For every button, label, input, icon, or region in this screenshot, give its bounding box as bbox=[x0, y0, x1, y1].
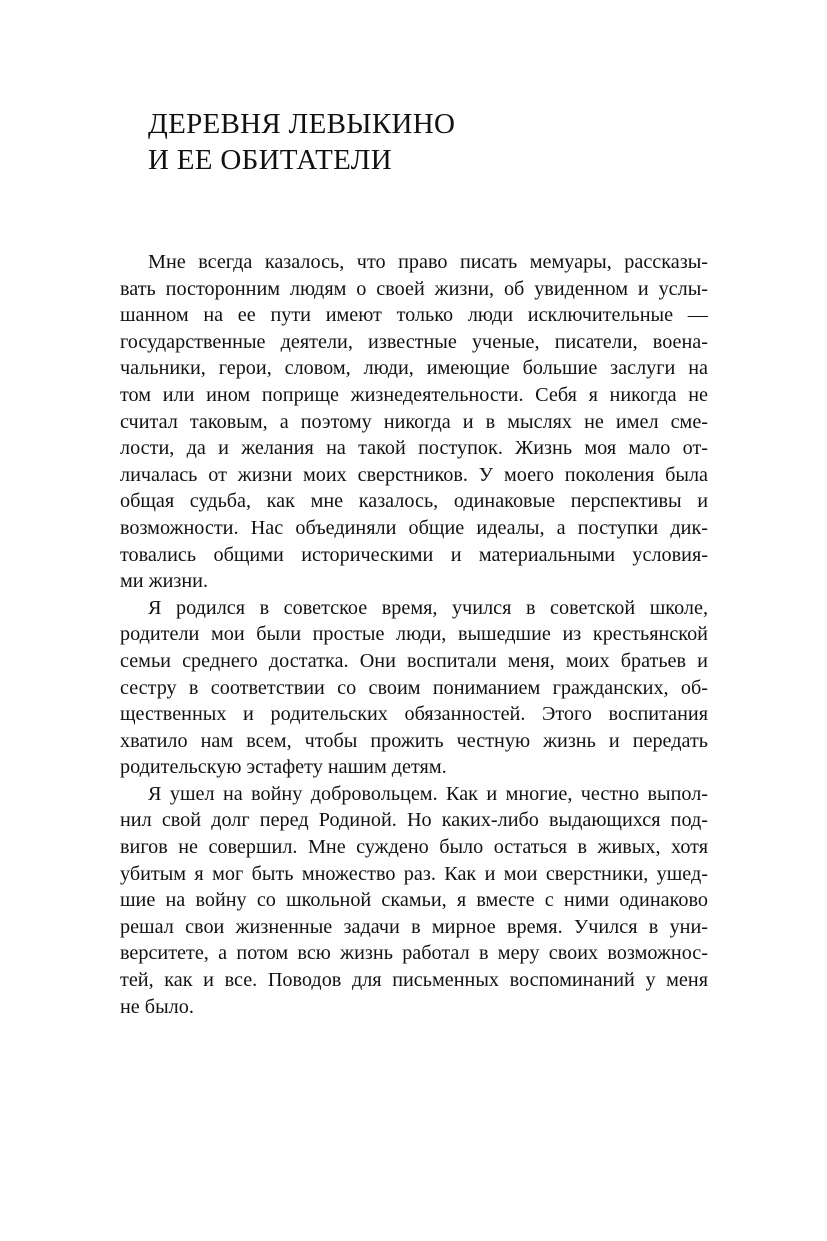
text-line: шие на войну со школьной скамьи, я вместе с ними одинаково bbox=[120, 889, 708, 912]
text-line: государственные деятели, известные ученые, писатели, воена- bbox=[120, 330, 708, 353]
paragraph-2 bbox=[120, 595, 708, 781]
text-line: считал таковым, а поэтому никогда и в мыслях не имел сме- bbox=[120, 410, 708, 433]
body-text bbox=[120, 249, 708, 1020]
paragraph-3 bbox=[120, 781, 708, 1020]
text-line: общая судьба, как мне казалось, одинаковые перспективы и bbox=[120, 490, 708, 513]
text-line: чальники, герои, словом, люди, имеющие большие заслуги на bbox=[120, 357, 708, 380]
text-line: Я ушел на войну добровольцем. Как и многие, честно выпол- bbox=[148, 782, 708, 805]
text-line: решал свои жизненные задачи в мирное время. Учился в уни- bbox=[120, 915, 708, 938]
text-line: верситете, а потом всю жизнь работал в меру своих возможнос- bbox=[120, 942, 708, 965]
text-line: родители мои были простые люди, вышедшие из крестьянской bbox=[120, 623, 708, 646]
text-line: товались общими историческими и материальными условия- bbox=[120, 543, 708, 566]
chapter-title bbox=[148, 106, 708, 178]
text-line: убитым я мог быть множество раз. Как и мои сверстники, ушед- bbox=[120, 862, 708, 885]
text-line: семьи среднего достатка. Они воспитали меня, моих братьев и bbox=[120, 649, 708, 672]
chapter-title-line: И ЕЕ ОБИТАТЕЛИ bbox=[148, 144, 392, 176]
text-line: лости, да и желания на такой поступок. Жизнь моя мало от- bbox=[120, 437, 708, 460]
chapter-title-line: ДЕРЕВНЯ ЛЕВЫКИНО bbox=[148, 108, 456, 140]
text-line: сестру в соответствии со своим пониманием гражданских, об- bbox=[120, 676, 708, 699]
text-line: вать посторонним людям о своей жизни, об увиденном и услы- bbox=[120, 277, 708, 300]
text-line: хватило нам всем, чтобы прожить честную жизнь и передать bbox=[120, 729, 708, 752]
text-line: возможности. Нас объединяли общие идеалы, а поступки дик- bbox=[120, 516, 708, 539]
text-line: шанном на ее пути имеют только люди исключительные — bbox=[120, 304, 708, 327]
text-line: родительскую эстафету нашим детям. bbox=[120, 756, 447, 779]
text-line: вигов не совершил. Мне суждено было остаться в живых, хотя bbox=[120, 836, 708, 859]
text-line: не было. bbox=[120, 995, 194, 1018]
text-line: нил свой долг перед Родиной. Но каких-либо выдающихся под- bbox=[120, 809, 708, 832]
text-line: Мне всегда казалось, что право писать мемуары, рассказы- bbox=[148, 251, 708, 273]
paragraph-1 bbox=[120, 249, 708, 595]
text-line: щественных и родительских обязанностей. Этого воспитания bbox=[120, 703, 708, 726]
text-line: ми жизни. bbox=[120, 570, 209, 593]
text-line: том или ином поприще жизнедеятельности. Себя я никогда не bbox=[120, 383, 708, 406]
text-line: личалась от жизни моих сверстников. У моего поколения была bbox=[120, 463, 708, 486]
text-line: тей, как и все. Поводов для письменных воспоминаний у меня bbox=[120, 969, 708, 992]
text-line: Я родился в советское время, учился в советской школе, bbox=[148, 596, 708, 619]
